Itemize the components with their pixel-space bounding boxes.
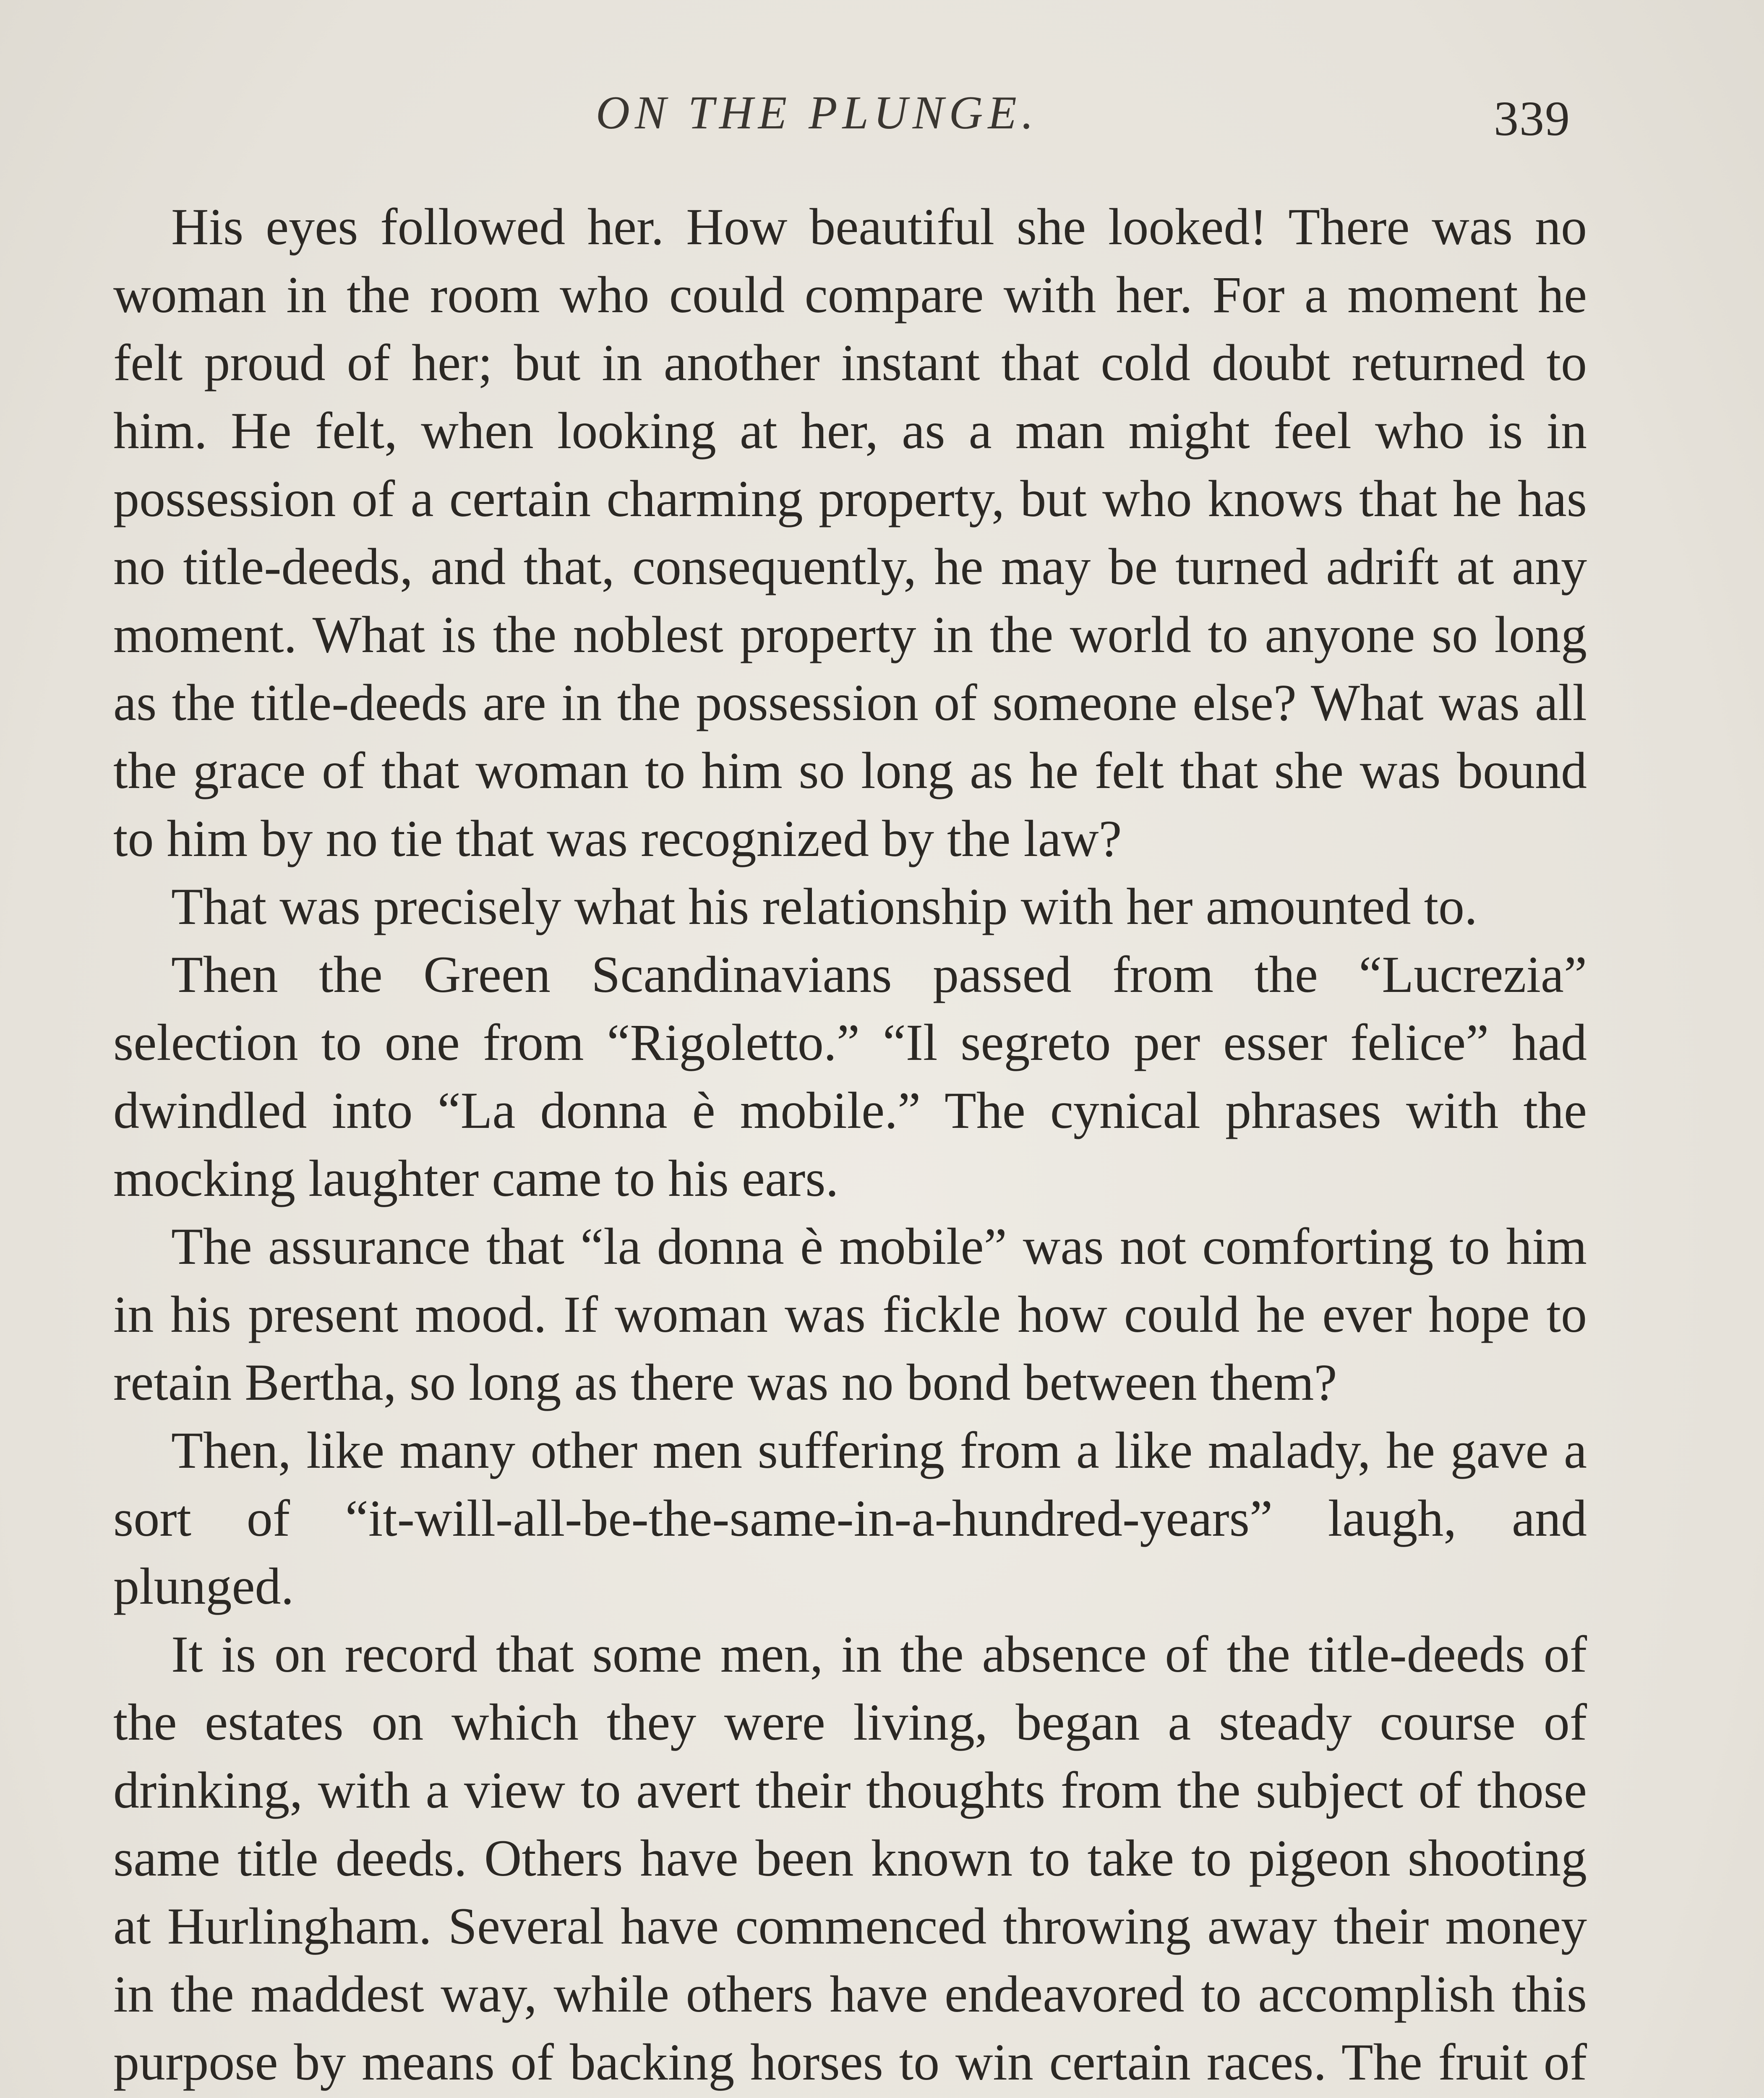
paragraph: Then, like many other men suffering from a like malady, he gave a sort of “it-will-all-be-the-same-in-a-hundred-years” laugh, and plunged. bbox=[113, 1422, 1587, 1615]
body-text bbox=[113, 193, 1587, 2098]
paragraph: It is on record that some men, in the absence of the title-deeds of the estates on which they were living, began a steady course of drinking, with a view to avert their thoughts from the subject of those same title deeds. Others have been known to take to pigeon shooting at Hurlingham. Several have commenced throwing away their money in the maddest way, while others have endeavored to accomplish this purpose by means of backing horses to win certain races. The fruit of bbox=[113, 1626, 1587, 2091]
paragraph: That was precisely what his relationship with her amounted to. bbox=[171, 878, 1478, 935]
paragraph: The assurance that “la donna è mobile” was not comforting to him in his present mood. If woman was fickle how could he ever hope to retain Bertha, so long as there was no bond between them? bbox=[113, 1218, 1587, 1411]
paragraph: His eyes followed her. How beautiful she looked! There was no woman in the room who could compare with her. For a moment he felt proud of her; but in another instant that cold doubt returned to him. He felt, when looking at her, as a man might feel who is in possession of a certain charming property, but who knows that he has no title-deeds, and that, consequently, he may be turned adrift at any moment. What is the noblest property in the world to anyone so long as the title-deeds are in the possession of someone else? What was all the grace of that woman to him so long as he felt that she was bound to him by no tie that was recognized by the law? bbox=[113, 198, 1587, 867]
paragraph: Then the Green Scandinavians passed from the “Lucrezia” selection to one from “Rigoletto.” “Il segreto per esser felice” had dwindled into “La donna è mobile.” The cynical phrases with the mocking laughter came to his ears. bbox=[113, 946, 1587, 1207]
running-title: ON THE PLUNGE. bbox=[596, 87, 1039, 139]
page-number: 339 bbox=[1494, 91, 1571, 146]
